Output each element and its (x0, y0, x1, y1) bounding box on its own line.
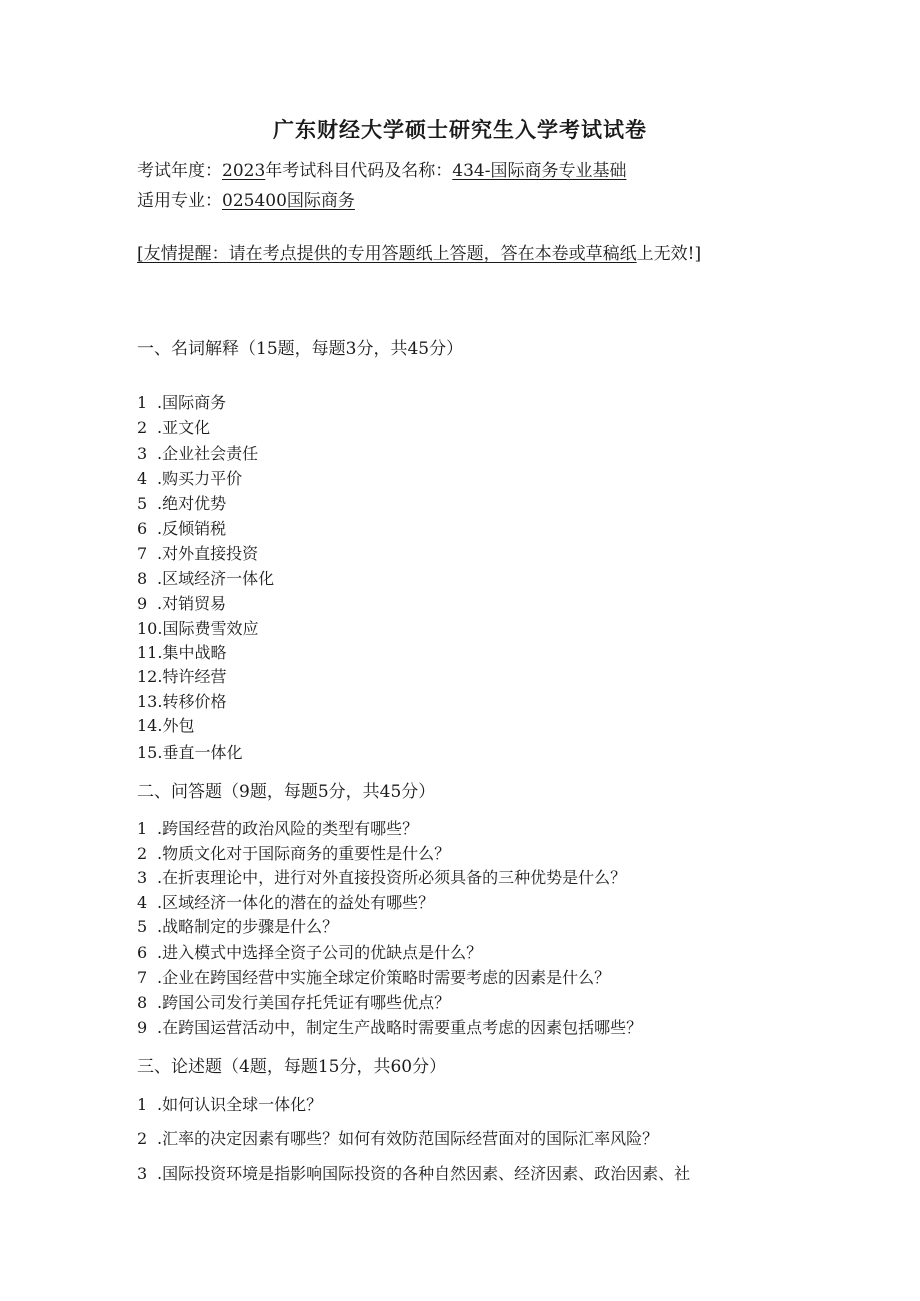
list-item: 14.外包 (137, 716, 195, 735)
major-value: 025400国际商务 (222, 191, 355, 211)
list-item: 2 .汇率的决定因素有哪些？如何有效防范国际经营面对的国际汇率风险？ (137, 1129, 659, 1148)
list-item: 12.特许经营 (137, 667, 227, 686)
list-item: 6 .反倾销税 (137, 519, 227, 538)
list-item: 3 .国际投资环境是指影响国际投资的各种自然因素、经济因素、政治因素、社 (137, 1164, 691, 1183)
list-item: 7 .企业在跨国经营中实施全球定价策略时需要考虑的因素是什么？ (137, 968, 611, 987)
year-value: 2023 (222, 161, 266, 181)
subject-value: 434-国际商务专业基础 (452, 161, 627, 181)
list-item: 8 .区域经济一体化 (137, 569, 275, 588)
list-item: 9 .在跨国运营活动中，制定生产战略时需要重点考虑的因素包括哪些？ (137, 1018, 643, 1037)
subject-label: 年考试科目代码及名称： (265, 161, 453, 181)
list-item: 6 .进入模式中选择全资子公司的优缺点是什么？ (137, 943, 483, 962)
list-item: 9 .对销贸易 (137, 594, 227, 613)
section1-heading: 一、名词解释（15题，每题3分，共45分） (137, 339, 464, 359)
list-item: 3 .在折衷理论中，进行对外直接投资所必须具备的三种优势是什么？ (137, 868, 627, 887)
list-item: 1 .国际商务 (137, 393, 227, 412)
section2-heading: 二、问答题（9题，每题5分，共45分） (137, 782, 436, 802)
notice-rest: 上无效!] (636, 244, 702, 264)
list-item: 2 .物质文化对于国际商务的重要性是什么？ (137, 844, 451, 863)
list-item: 8 .跨国公司发行美国存托凭证有哪些优点？ (137, 993, 451, 1012)
exam-year-subject-line (137, 156, 626, 181)
page-title: 广东财经大学硕士研究生入学考试试卷 (273, 117, 647, 142)
list-item: 4 .区域经济一体化的潜在的益处有哪些？ (137, 893, 435, 912)
list-item: 3 .企业社会责任 (137, 444, 259, 463)
list-item: 5 .战略制定的步骤是什么？ (137, 917, 339, 936)
major-label: 适用专业： (137, 191, 222, 211)
notice-underlined: [友情提醒：请在考点提供的专用答题纸上答题，答在本卷或草稿纸 (137, 244, 637, 264)
list-item: 11.集中战略 (137, 643, 227, 662)
major-line (137, 186, 355, 211)
list-item: 13.转移价格 (137, 692, 227, 711)
list-item: 1 .如何认识全球一体化？ (137, 1095, 323, 1114)
list-item: 4 .购买力平价 (137, 469, 243, 488)
list-item: 7 .对外直接投资 (137, 544, 259, 563)
notice (137, 240, 787, 268)
list-item: 1 .跨国经营的政治风险的类型有哪些？ (137, 819, 419, 838)
list-item: 10.国际费雪效应 (137, 619, 259, 638)
list-item: 2 .亚文化 (137, 418, 211, 437)
section3-heading: 三、论述题（4题，每题15分，共60分） (137, 1057, 447, 1077)
list-item: 15.垂直一体化 (137, 743, 243, 762)
year-label: 考试年度： (137, 161, 222, 181)
list-item: 5 .绝对优势 (137, 494, 227, 513)
